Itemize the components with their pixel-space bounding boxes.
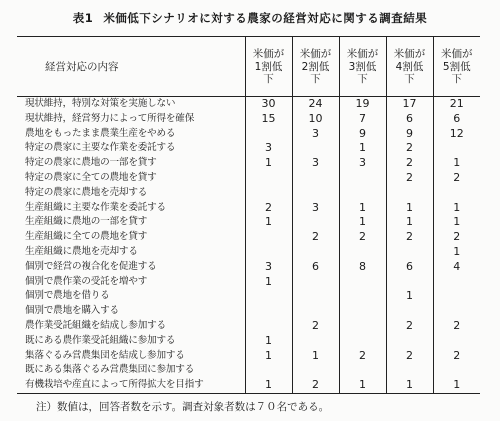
row-item-label: 生産組織に全ての農地を貸す — [17, 230, 245, 245]
table-row — [17, 260, 480, 275]
table-row — [17, 186, 480, 201]
row-value-cell: 1 — [386, 215, 433, 230]
row-value-cell — [292, 186, 339, 201]
table-title: 米価低下シナリオに対する農家の経営対応に関する調査結果 — [103, 11, 428, 25]
row-value-cell — [339, 334, 386, 349]
row-value-cell — [245, 245, 292, 260]
row-value-cell: 2 — [386, 141, 433, 156]
row-value-cell: 4 — [433, 260, 480, 275]
row-item-label: 個別で農地を借りる — [17, 289, 245, 304]
row-value-cell: 17 — [386, 97, 433, 112]
row-value-cell — [245, 171, 292, 186]
row-item-label: 集落ぐるみ営農集団を結成し参加する — [17, 349, 245, 364]
row-value-cell: 12 — [433, 127, 480, 142]
row-value-cell: 2 — [386, 171, 433, 186]
row-value-cell — [386, 363, 433, 378]
row-value-cell — [292, 334, 339, 349]
row-value-cell — [245, 127, 292, 142]
row-value-cell: 3 — [292, 127, 339, 142]
row-value-cell: 1 — [245, 378, 292, 393]
row-item-label: 個別で農作業の受託を増やす — [17, 275, 245, 290]
row-value-cell — [245, 230, 292, 245]
table-row — [17, 215, 480, 230]
row-value-cell: 2 — [339, 349, 386, 364]
table-row — [17, 363, 480, 378]
row-value-cell: 30 — [245, 97, 292, 112]
row-value-cell — [339, 171, 386, 186]
row-value-cell: 3 — [245, 260, 292, 275]
row-value-cell: 1 — [339, 201, 386, 216]
row-value-cell: 1 — [245, 334, 292, 349]
row-value-cell: 1 — [292, 349, 339, 364]
row-value-cell: 3 — [339, 156, 386, 171]
table-row — [17, 230, 480, 245]
row-item-label: 個別で農地を購入する — [17, 304, 245, 319]
row-value-cell — [339, 289, 386, 304]
row-value-cell — [339, 363, 386, 378]
table-row — [17, 97, 480, 112]
row-value-cell: 9 — [339, 127, 386, 142]
table-row — [17, 378, 480, 393]
row-value-cell: 1 — [339, 378, 386, 393]
table-caption — [0, 10, 500, 26]
row-value-cell — [292, 215, 339, 230]
row-item-label: 生産組織に農地を売却する — [17, 245, 245, 260]
row-item-label: 農作業受託組織を結成し参加する — [17, 319, 245, 334]
row-item-label: 特定の農家に農地を売却する — [17, 186, 245, 201]
table-row — [17, 141, 480, 156]
row-item-label: 現状維持，特別な対策を実施しない — [17, 97, 245, 112]
row-item-label: 特定の農家に全ての農地を貸す — [17, 171, 245, 186]
row-value-cell: 1 — [339, 215, 386, 230]
row-item-label: 既にある農作業受託組織に参加する — [17, 334, 245, 349]
row-value-cell — [433, 275, 480, 290]
row-value-cell — [386, 245, 433, 260]
row-value-cell: 2 — [433, 171, 480, 186]
row-value-cell — [433, 363, 480, 378]
row-value-cell: 1 — [386, 201, 433, 216]
row-value-cell: 2 — [292, 319, 339, 334]
row-value-cell — [339, 245, 386, 260]
row-value-cell — [245, 319, 292, 334]
table-row — [17, 304, 480, 319]
row-item-label: 既にある集落ぐるみ営農集団に参加する — [17, 363, 245, 378]
row-value-cell — [386, 334, 433, 349]
row-item-label: 生産組織に主要な作業を委託する — [17, 201, 245, 216]
row-item-label: 特定の農家に主要な作業を委託する — [17, 141, 245, 156]
row-value-cell: 3 — [245, 141, 292, 156]
row-value-cell — [433, 304, 480, 319]
row-value-cell: 6 — [386, 260, 433, 275]
column-header-10pct: 米価が 1割低 下 — [245, 37, 292, 97]
row-value-cell: 1 — [433, 201, 480, 216]
row-value-cell — [245, 186, 292, 201]
row-value-cell: 1 — [386, 289, 433, 304]
row-value-cell — [433, 289, 480, 304]
row-value-cell: 3 — [292, 156, 339, 171]
row-value-cell: 2 — [339, 230, 386, 245]
row-value-cell — [292, 289, 339, 304]
table-row — [17, 334, 480, 349]
row-item-label: 有機栽培や産直によって所得拡大を目指す — [17, 378, 245, 393]
row-item-label: 個別で経営の複合化を促進する — [17, 260, 245, 275]
row-item-label: 特定の農家に農地の一部を貸す — [17, 156, 245, 171]
row-value-cell — [292, 245, 339, 260]
table-header-row — [17, 37, 480, 97]
table-body — [17, 97, 480, 394]
table-row — [17, 245, 480, 260]
row-value-cell: 8 — [339, 260, 386, 275]
row-value-cell: 2 — [245, 201, 292, 216]
column-header-40pct: 米価が 4割低 下 — [386, 37, 433, 97]
row-value-cell: 6 — [433, 112, 480, 127]
row-value-cell — [292, 304, 339, 319]
row-value-cell — [339, 186, 386, 201]
row-value-cell — [386, 275, 433, 290]
row-value-cell — [245, 304, 292, 319]
row-value-cell: 1 — [433, 156, 480, 171]
row-value-cell: 24 — [292, 97, 339, 112]
table-row — [17, 112, 480, 127]
row-item-label: 農地をもったまま農業生産をやめる — [17, 127, 245, 142]
row-value-cell: 1 — [245, 215, 292, 230]
row-value-cell: 2 — [386, 349, 433, 364]
row-value-cell — [245, 289, 292, 304]
table-row — [17, 127, 480, 142]
row-value-cell — [339, 319, 386, 334]
column-header-20pct: 米価が 2割低 下 — [292, 37, 339, 97]
column-header-30pct: 米価が 3割低 下 — [339, 37, 386, 97]
column-header-50pct: 米価が 5割低 下 — [433, 37, 480, 97]
table-row — [17, 349, 480, 364]
row-value-cell: 2 — [433, 230, 480, 245]
row-value-cell: 2 — [292, 378, 339, 393]
row-value-cell: 1 — [245, 156, 292, 171]
row-value-cell — [292, 363, 339, 378]
table-row — [17, 201, 480, 216]
row-value-cell: 1 — [433, 378, 480, 393]
row-value-cell — [433, 186, 480, 201]
row-value-cell: 6 — [386, 112, 433, 127]
row-value-cell — [339, 304, 386, 319]
row-value-cell: 19 — [339, 97, 386, 112]
item-column-header: 経営対応の内容 — [17, 37, 245, 97]
row-value-cell: 1 — [433, 215, 480, 230]
table-row — [17, 289, 480, 304]
table-row — [17, 156, 480, 171]
row-value-cell: 2 — [386, 156, 433, 171]
row-value-cell — [339, 275, 386, 290]
row-value-cell — [292, 275, 339, 290]
table-row — [17, 275, 480, 290]
row-value-cell: 1 — [433, 245, 480, 260]
row-item-label: 生産組織に農地の一部を貸す — [17, 215, 245, 230]
row-value-cell — [245, 363, 292, 378]
row-value-cell — [292, 141, 339, 156]
row-value-cell — [433, 141, 480, 156]
row-value-cell: 1 — [386, 378, 433, 393]
row-value-cell: 3 — [292, 201, 339, 216]
row-value-cell: 1 — [245, 349, 292, 364]
row-value-cell: 2 — [433, 349, 480, 364]
row-value-cell — [386, 186, 433, 201]
table-footnote: 注）数値は，回答者数を示す。調査対象者数は７０名である。 — [36, 401, 330, 413]
row-value-cell — [386, 304, 433, 319]
row-value-cell: 7 — [339, 112, 386, 127]
row-value-cell: 6 — [292, 260, 339, 275]
row-value-cell — [292, 171, 339, 186]
row-value-cell: 21 — [433, 97, 480, 112]
table-number: 表1 — [72, 11, 94, 25]
row-item-label: 現状維持，経営努力によって所得を確保 — [17, 112, 245, 127]
row-value-cell: 2 — [433, 319, 480, 334]
row-value-cell: 2 — [292, 230, 339, 245]
row-value-cell — [433, 334, 480, 349]
table-row — [17, 171, 480, 186]
row-value-cell: 1 — [245, 275, 292, 290]
row-value-cell: 2 — [386, 319, 433, 334]
row-value-cell: 10 — [292, 112, 339, 127]
table-row — [17, 319, 480, 334]
survey-results-table — [17, 36, 480, 394]
row-value-cell: 9 — [386, 127, 433, 142]
row-value-cell: 15 — [245, 112, 292, 127]
row-value-cell: 2 — [386, 230, 433, 245]
row-value-cell: 1 — [339, 141, 386, 156]
